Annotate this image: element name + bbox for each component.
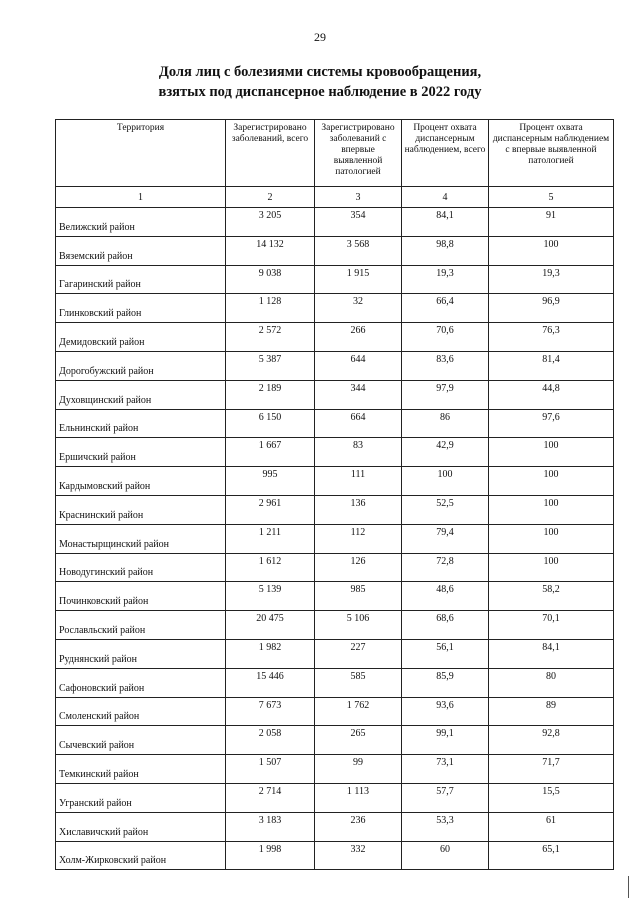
coverage-total-cell: 85,9 <box>402 668 489 697</box>
registered-total-cell: 1 982 <box>226 639 315 668</box>
header-row <box>56 120 614 187</box>
table-row <box>56 812 614 841</box>
coverage-new-cell: 19,3 <box>489 265 614 294</box>
territory-cell: Рославльский район <box>56 611 226 640</box>
territory-cell: Монастырщинский район <box>56 524 226 553</box>
registered-total-cell: 2 189 <box>226 380 315 409</box>
registered-total-cell: 2 572 <box>226 323 315 352</box>
registered-new-cell: 332 <box>315 841 402 870</box>
registered-total-cell: 1 211 <box>226 524 315 553</box>
coverage-total-cell: 68,6 <box>402 611 489 640</box>
table-row <box>56 265 614 294</box>
table-row <box>56 323 614 352</box>
registered-total-cell: 1 667 <box>226 438 315 467</box>
coverage-total-cell: 97,9 <box>402 380 489 409</box>
territory-cell: Демидовский район <box>56 323 226 352</box>
registered-new-cell: 585 <box>315 668 402 697</box>
registered-new-cell: 112 <box>315 524 402 553</box>
registered-new-cell: 644 <box>315 351 402 380</box>
coverage-total-cell: 52,5 <box>402 495 489 524</box>
registered-new-cell: 126 <box>315 553 402 582</box>
table-row <box>56 841 614 870</box>
table-row <box>56 438 614 467</box>
coverage-new-cell: 70,1 <box>489 611 614 640</box>
coverage-total-cell: 53,3 <box>402 812 489 841</box>
registered-total-cell: 5 387 <box>226 351 315 380</box>
table-row <box>56 755 614 784</box>
coverage-new-cell: 100 <box>489 438 614 467</box>
territory-cell: Холм-Жирковский район <box>56 841 226 870</box>
territory-cell: Смоленский район <box>56 697 226 726</box>
registered-new-cell: 99 <box>315 755 402 784</box>
column-header-coverage-total: Процент охвата диспансерным наблюдением, всего <box>402 120 489 187</box>
territory-cell: Краснинский район <box>56 495 226 524</box>
coverage-total-cell: 48,6 <box>402 582 489 611</box>
table-row <box>56 639 614 668</box>
coverage-total-cell: 70,6 <box>402 323 489 352</box>
table-row <box>56 553 614 582</box>
territory-cell: Дорогобужский район <box>56 351 226 380</box>
table-row <box>56 611 614 640</box>
registered-new-cell: 1 915 <box>315 265 402 294</box>
registered-total-cell: 1 128 <box>226 294 315 323</box>
territory-cell: Темкинский район <box>56 755 226 784</box>
territory-cell: Хиславичский район <box>56 812 226 841</box>
coverage-new-cell: 100 <box>489 495 614 524</box>
table-row <box>56 351 614 380</box>
registered-total-cell: 9 038 <box>226 265 315 294</box>
coverage-new-cell: 100 <box>489 236 614 265</box>
registered-new-cell: 227 <box>315 639 402 668</box>
column-header-registered-total: Зарегистрировано заболеваний, всего <box>226 120 315 187</box>
table-row <box>56 236 614 265</box>
registered-new-cell: 344 <box>315 380 402 409</box>
coverage-new-cell: 81,4 <box>489 351 614 380</box>
registered-total-cell: 3 183 <box>226 812 315 841</box>
column-number-row <box>56 187 614 208</box>
territory-cell: Ельнинский район <box>56 409 226 438</box>
registered-total-cell: 1 612 <box>226 553 315 582</box>
table-body <box>56 187 614 870</box>
table-row <box>56 467 614 496</box>
coverage-total-cell: 83,6 <box>402 351 489 380</box>
registered-new-cell: 32 <box>315 294 402 323</box>
coverage-total-cell: 98,8 <box>402 236 489 265</box>
territory-cell: Ершичский район <box>56 438 226 467</box>
column-number: 2 <box>226 187 315 208</box>
table-row <box>56 495 614 524</box>
registered-total-cell: 3 205 <box>226 208 315 237</box>
territory-cell: Руднянский район <box>56 639 226 668</box>
coverage-total-cell: 56,1 <box>402 639 489 668</box>
coverage-new-cell: 100 <box>489 553 614 582</box>
territory-cell: Духовщинский район <box>56 380 226 409</box>
coverage-new-cell: 84,1 <box>489 639 614 668</box>
registered-total-cell: 2 961 <box>226 495 315 524</box>
margin-mark <box>628 876 629 898</box>
registered-total-cell: 1 507 <box>226 755 315 784</box>
registered-new-cell: 1 762 <box>315 697 402 726</box>
registered-new-cell: 5 106 <box>315 611 402 640</box>
territory-cell: Велижский район <box>56 208 226 237</box>
registered-total-cell: 6 150 <box>226 409 315 438</box>
coverage-total-cell: 100 <box>402 467 489 496</box>
registered-new-cell: 354 <box>315 208 402 237</box>
table-row <box>56 783 614 812</box>
page-number: 29 <box>314 30 326 44</box>
territory-cell: Новодугинский район <box>56 553 226 582</box>
coverage-new-cell: 76,3 <box>489 323 614 352</box>
registered-total-cell: 14 132 <box>226 236 315 265</box>
registered-total-cell: 20 475 <box>226 611 315 640</box>
registered-new-cell: 111 <box>315 467 402 496</box>
coverage-new-cell: 97,6 <box>489 409 614 438</box>
coverage-new-cell: 44,8 <box>489 380 614 409</box>
territory-cell: Починковский район <box>56 582 226 611</box>
coverage-new-cell: 96,9 <box>489 294 614 323</box>
coverage-total-cell: 84,1 <box>402 208 489 237</box>
column-number: 1 <box>56 187 226 208</box>
registered-new-cell: 136 <box>315 495 402 524</box>
territory-cell: Сафоновский район <box>56 668 226 697</box>
registered-total-cell: 1 998 <box>226 841 315 870</box>
coverage-new-cell: 58,2 <box>489 582 614 611</box>
column-number: 3 <box>315 187 402 208</box>
coverage-new-cell: 92,8 <box>489 726 614 755</box>
coverage-total-cell: 86 <box>402 409 489 438</box>
title-line-2: взятых под диспансерное наблюдение в 2022 году <box>158 84 482 100</box>
table-row <box>56 582 614 611</box>
coverage-new-cell: 65,1 <box>489 841 614 870</box>
registered-new-cell: 265 <box>315 726 402 755</box>
document-title <box>0 62 640 102</box>
coverage-new-cell: 100 <box>489 524 614 553</box>
territory-cell: Сычевский район <box>56 726 226 755</box>
coverage-new-cell: 91 <box>489 208 614 237</box>
registered-total-cell: 5 139 <box>226 582 315 611</box>
table-row <box>56 294 614 323</box>
coverage-total-cell: 79,4 <box>402 524 489 553</box>
coverage-total-cell: 93,6 <box>402 697 489 726</box>
coverage-new-cell: 80 <box>489 668 614 697</box>
registered-new-cell: 83 <box>315 438 402 467</box>
coverage-total-cell: 73,1 <box>402 755 489 784</box>
column-header-territory: Территория <box>56 120 226 187</box>
registered-new-cell: 985 <box>315 582 402 611</box>
coverage-new-cell: 61 <box>489 812 614 841</box>
territory-cell: Гагаринский район <box>56 265 226 294</box>
table-row <box>56 668 614 697</box>
coverage-total-cell: 42,9 <box>402 438 489 467</box>
coverage-total-cell: 57,7 <box>402 783 489 812</box>
column-number: 5 <box>489 187 614 208</box>
territory-cell: Кардымовский район <box>56 467 226 496</box>
coverage-total-cell: 66,4 <box>402 294 489 323</box>
data-table <box>55 119 614 870</box>
registered-new-cell: 266 <box>315 323 402 352</box>
table-row <box>56 208 614 237</box>
table-row <box>56 524 614 553</box>
coverage-new-cell: 89 <box>489 697 614 726</box>
registered-new-cell: 236 <box>315 812 402 841</box>
table-row <box>56 726 614 755</box>
registered-total-cell: 2 714 <box>226 783 315 812</box>
registered-new-cell: 3 568 <box>315 236 402 265</box>
column-header-registered-new: Зарегистрировано заболеваний с впервые выявленной патологией <box>315 120 402 187</box>
registered-total-cell: 15 446 <box>226 668 315 697</box>
column-number: 4 <box>402 187 489 208</box>
territory-cell: Глинковский район <box>56 294 226 323</box>
registered-total-cell: 995 <box>226 467 315 496</box>
territory-cell: Угранский район <box>56 783 226 812</box>
coverage-total-cell: 19,3 <box>402 265 489 294</box>
coverage-total-cell: 72,8 <box>402 553 489 582</box>
coverage-new-cell: 71,7 <box>489 755 614 784</box>
coverage-total-cell: 60 <box>402 841 489 870</box>
title-line-1: Доля лиц с болезиями системы кровообращения, <box>158 64 482 80</box>
registered-new-cell: 1 113 <box>315 783 402 812</box>
table-row <box>56 697 614 726</box>
coverage-total-cell: 99,1 <box>402 726 489 755</box>
table-row <box>56 409 614 438</box>
column-header-coverage-new: Процент охвата диспансерным наблюдением с впервые выявленной патологией <box>489 120 614 187</box>
registered-new-cell: 664 <box>315 409 402 438</box>
territory-cell: Вяземский район <box>56 236 226 265</box>
coverage-new-cell: 15,5 <box>489 783 614 812</box>
registered-total-cell: 2 058 <box>226 726 315 755</box>
table-row <box>56 380 614 409</box>
registered-total-cell: 7 673 <box>226 697 315 726</box>
coverage-new-cell: 100 <box>489 467 614 496</box>
